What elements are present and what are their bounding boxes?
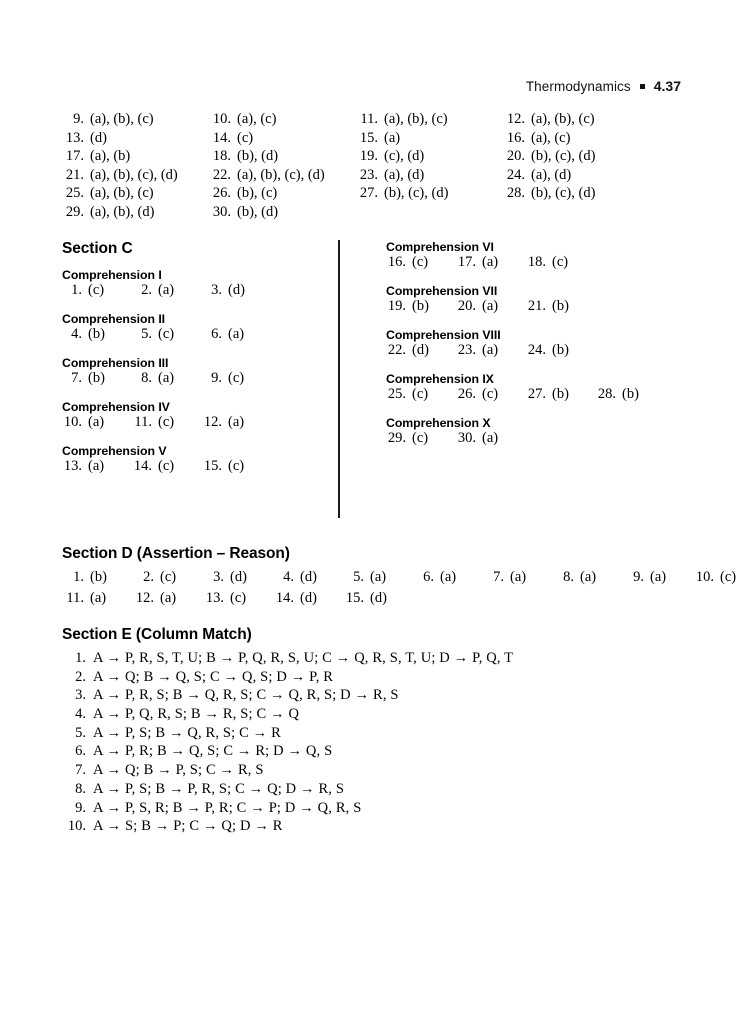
answer-row bbox=[62, 459, 322, 479]
answer-value: (b), (c), (d) bbox=[531, 185, 596, 202]
answer-value: (c) bbox=[160, 569, 177, 585]
answer-item bbox=[62, 149, 209, 164]
answer-item bbox=[62, 459, 132, 474]
match-row bbox=[62, 706, 712, 725]
match-number: 7. bbox=[75, 762, 86, 779]
answer-value: (c) bbox=[552, 254, 569, 270]
answer-number: 11. bbox=[360, 111, 378, 127]
answer-item bbox=[132, 415, 202, 430]
answer-item bbox=[526, 387, 596, 402]
answer-number: 4. bbox=[71, 326, 82, 342]
answer-value: (b), (d) bbox=[237, 203, 279, 220]
answer-item bbox=[132, 327, 202, 342]
section-c-right-column bbox=[386, 240, 686, 460]
answer-item bbox=[526, 299, 596, 314]
comprehension-heading: Comprehension VIII bbox=[386, 328, 501, 342]
answer-row bbox=[386, 431, 686, 451]
match-row bbox=[62, 687, 712, 706]
answer-number: 11. bbox=[66, 589, 84, 606]
answer-number: 17. bbox=[65, 148, 84, 165]
answer-value: (a), (b), (c), (d) bbox=[237, 166, 325, 183]
answer-value: (b) bbox=[552, 386, 569, 402]
answer-value: (a) bbox=[580, 569, 597, 585]
answer-number: 13. bbox=[65, 129, 84, 146]
answer-number: 23. bbox=[359, 166, 378, 183]
section-e-heading: Section E (Column Match) bbox=[62, 626, 252, 643]
match-number: 9. bbox=[75, 799, 86, 816]
answer-number: 26. bbox=[212, 185, 231, 202]
answer-number: 3. bbox=[213, 569, 224, 585]
answer-item bbox=[386, 431, 456, 446]
match-row bbox=[62, 669, 712, 688]
answer-number: 15. bbox=[345, 589, 364, 606]
answer-value: (c) bbox=[158, 458, 175, 474]
section-c-left-column bbox=[62, 268, 322, 488]
match-text: A → P, R, S; B → Q, R, S; C → Q, R, S; D → R, S bbox=[93, 687, 399, 704]
answer-item bbox=[503, 149, 650, 164]
comprehension-heading: Comprehension X bbox=[386, 416, 491, 430]
comprehension-heading: Comprehension IX bbox=[386, 372, 494, 386]
answer-value: (d) bbox=[230, 569, 247, 585]
answer-value: (d) bbox=[412, 342, 429, 358]
answer-value: (d) bbox=[90, 129, 107, 146]
answer-item bbox=[62, 591, 132, 606]
answer-item bbox=[503, 186, 650, 201]
answer-item bbox=[209, 168, 356, 183]
match-number: 1. bbox=[75, 650, 86, 666]
answer-item bbox=[209, 205, 356, 220]
answer-row bbox=[62, 327, 322, 347]
answer-value: (c) bbox=[158, 414, 175, 430]
answer-number: 28. bbox=[506, 185, 525, 202]
answer-item bbox=[412, 570, 482, 585]
chapter-title: Thermodynamics bbox=[525, 78, 631, 94]
match-number: 5. bbox=[75, 724, 86, 741]
answer-item bbox=[342, 570, 412, 585]
answer-value: (b) bbox=[552, 342, 569, 358]
answer-number: 20. bbox=[506, 148, 525, 165]
match-text: A → P, S; B → Q, R, S; C → R bbox=[93, 724, 281, 741]
answer-item bbox=[456, 299, 526, 314]
comprehension-heading: Comprehension IV bbox=[62, 400, 170, 414]
answer-value: (c) bbox=[228, 458, 245, 474]
answer-item bbox=[132, 570, 202, 585]
comprehension-heading: Comprehension V bbox=[62, 444, 167, 458]
answer-value: (a) bbox=[90, 589, 107, 606]
match-text: A → Q; B → Q, S; C → Q, S; D → P, R bbox=[93, 668, 334, 685]
answer-number: 10. bbox=[212, 111, 231, 127]
match-row bbox=[62, 743, 712, 762]
answer-item bbox=[596, 387, 666, 402]
answer-number: 29. bbox=[65, 203, 84, 220]
answer-value: (a) bbox=[158, 370, 175, 386]
answer-row bbox=[62, 415, 322, 435]
answer-item bbox=[202, 570, 272, 585]
answer-item bbox=[342, 591, 412, 606]
answer-number: 30. bbox=[457, 430, 476, 446]
comprehension-group bbox=[386, 240, 686, 275]
answer-value: (a), (b), (c), (d) bbox=[90, 166, 178, 183]
answer-number: 8. bbox=[141, 370, 152, 386]
answer-value: (a), (b), (c) bbox=[90, 111, 154, 127]
answer-value: (b) bbox=[552, 298, 569, 314]
match-row bbox=[62, 800, 712, 819]
answer-value: (a) bbox=[384, 129, 401, 146]
answer-row bbox=[62, 112, 687, 131]
match-number: 8. bbox=[75, 780, 86, 797]
page-number: 4.37 bbox=[653, 78, 681, 94]
answer-number: 16. bbox=[506, 129, 525, 146]
match-text: A → P, R; B → Q, S; C → R; D → Q, S bbox=[93, 743, 333, 760]
answer-value: (b), (c), (d) bbox=[531, 148, 596, 165]
match-row bbox=[62, 781, 712, 800]
answer-number: 18. bbox=[212, 148, 231, 165]
answer-value: (a), (b) bbox=[90, 148, 131, 165]
answer-number: 13. bbox=[63, 458, 82, 474]
answer-value: (a), (b), (c) bbox=[90, 185, 154, 202]
answer-item bbox=[272, 570, 342, 585]
comprehension-heading: Comprehension VI bbox=[386, 240, 494, 254]
answer-value: (c) bbox=[412, 254, 429, 270]
match-row bbox=[62, 762, 712, 781]
answer-number: 26. bbox=[457, 386, 476, 402]
match-text: A → P, Q, R, S; B → R, S; C → Q bbox=[93, 706, 300, 723]
answer-item bbox=[209, 131, 356, 146]
match-text: A → P, S; B → P, R, S; C → Q; D → R, S bbox=[93, 780, 345, 797]
answer-row bbox=[386, 387, 686, 407]
answer-value: (b) bbox=[90, 569, 107, 585]
match-text: A → P, R, S, T, U; B → P, Q, R, S, U; C → Q, R, S, T, U; D → P, Q, T bbox=[93, 650, 514, 666]
answer-row bbox=[386, 299, 686, 319]
answer-value: (c) bbox=[720, 569, 737, 585]
answer-value: (a) bbox=[482, 430, 499, 446]
answer-row bbox=[62, 569, 737, 591]
match-number: 4. bbox=[75, 706, 86, 723]
answer-value: (a), (b), (d) bbox=[90, 203, 155, 220]
answer-number: 9. bbox=[211, 370, 222, 386]
answer-item bbox=[209, 149, 356, 164]
answer-number: 28. bbox=[597, 386, 616, 402]
answer-item bbox=[356, 149, 503, 164]
answer-value: (c) bbox=[237, 129, 254, 146]
answer-number: 21. bbox=[65, 166, 84, 183]
answer-number: 17. bbox=[457, 254, 476, 270]
answer-value: (a) bbox=[228, 326, 245, 342]
answer-item bbox=[456, 255, 526, 270]
answer-number: 14. bbox=[212, 129, 231, 146]
answer-value: (a), (c) bbox=[531, 129, 571, 146]
comprehension-group bbox=[62, 268, 322, 303]
answer-item bbox=[62, 371, 132, 386]
answer-item bbox=[272, 591, 342, 606]
comprehension-heading: Comprehension II bbox=[62, 312, 166, 326]
answer-number: 2. bbox=[141, 282, 152, 298]
answer-number: 24. bbox=[506, 166, 525, 183]
answer-item bbox=[62, 327, 132, 342]
answer-item bbox=[552, 570, 622, 585]
answer-item bbox=[62, 131, 209, 146]
answer-number: 20. bbox=[457, 298, 476, 314]
match-row bbox=[62, 650, 712, 669]
square-bullet-icon bbox=[640, 84, 645, 89]
answer-number: 10. bbox=[63, 414, 82, 430]
answer-number: 12. bbox=[203, 414, 222, 430]
match-number: 3. bbox=[75, 687, 86, 704]
answer-value: (c) bbox=[412, 430, 429, 446]
answer-item bbox=[132, 459, 202, 474]
answer-number: 4. bbox=[283, 569, 294, 585]
answer-item bbox=[202, 327, 272, 342]
answer-value: (c) bbox=[230, 589, 247, 606]
answer-number: 30. bbox=[212, 203, 231, 220]
answer-item bbox=[503, 112, 650, 127]
answer-value: (a) bbox=[228, 414, 245, 430]
answer-value: (a) bbox=[88, 458, 105, 474]
comprehension-group bbox=[386, 416, 686, 451]
answer-number: 18. bbox=[527, 254, 546, 270]
answer-value: (c) bbox=[228, 370, 245, 386]
answer-value: (c) bbox=[88, 282, 105, 298]
match-text: A → P, S, R; B → P, R; C → P; D → Q, R, S bbox=[93, 799, 362, 816]
answer-value: (a), (b), (c) bbox=[384, 111, 448, 127]
answer-number: 15. bbox=[359, 129, 378, 146]
answer-value: (a) bbox=[482, 298, 499, 314]
answer-number: 9. bbox=[73, 111, 84, 127]
answer-value: (b) bbox=[622, 386, 639, 402]
section-d-answers bbox=[62, 569, 737, 611]
answer-value: (c) bbox=[158, 326, 175, 342]
answer-item bbox=[386, 343, 456, 358]
answer-number: 22. bbox=[212, 166, 231, 183]
answer-number: 27. bbox=[527, 386, 546, 402]
column-divider bbox=[338, 240, 340, 518]
answer-number: 24. bbox=[527, 342, 546, 358]
comprehension-group bbox=[386, 372, 686, 407]
answer-value: (a), (d) bbox=[384, 166, 425, 183]
answer-item bbox=[386, 299, 456, 314]
section-d-heading: Section D (Assertion – Reason) bbox=[62, 545, 290, 562]
match-row bbox=[62, 818, 712, 837]
answer-value: (a) bbox=[88, 414, 105, 430]
answer-value: (d) bbox=[300, 589, 317, 606]
answer-value: (a) bbox=[158, 282, 175, 298]
answer-number: 25. bbox=[65, 185, 84, 202]
comprehension-group bbox=[62, 312, 322, 347]
answer-value: (a) bbox=[440, 569, 457, 585]
answer-item bbox=[456, 343, 526, 358]
answer-row bbox=[62, 591, 692, 612]
comprehension-heading: Comprehension VII bbox=[386, 284, 498, 298]
answer-number: 8. bbox=[563, 569, 574, 585]
answer-number: 25. bbox=[387, 386, 406, 402]
answer-item bbox=[356, 186, 503, 201]
answer-number: 2. bbox=[143, 569, 154, 585]
comprehension-group bbox=[62, 356, 322, 391]
answer-row bbox=[62, 186, 687, 205]
comprehension-group bbox=[62, 444, 322, 479]
answer-item bbox=[62, 168, 209, 183]
answer-value: (a) bbox=[650, 569, 667, 585]
answer-value: (b) bbox=[412, 298, 429, 314]
answer-number: 13. bbox=[205, 589, 224, 606]
match-number: 2. bbox=[75, 668, 86, 685]
answer-value: (a), (b), (c) bbox=[531, 111, 595, 127]
answer-number: 6. bbox=[423, 569, 434, 585]
answer-value: (d) bbox=[228, 282, 245, 298]
answer-row bbox=[386, 255, 686, 275]
answer-value: (c) bbox=[482, 386, 499, 402]
match-text: A → S; B → P; C → Q; D → R bbox=[93, 818, 283, 835]
answer-value: (a) bbox=[482, 254, 499, 270]
answer-item bbox=[132, 283, 202, 298]
answer-item bbox=[62, 112, 209, 127]
answer-item bbox=[202, 415, 272, 430]
answer-item bbox=[356, 131, 503, 146]
answer-number: 11. bbox=[134, 414, 152, 430]
answer-number: 9. bbox=[633, 569, 644, 585]
answer-row bbox=[62, 168, 687, 187]
answer-number: 23. bbox=[457, 342, 476, 358]
answer-item bbox=[209, 112, 356, 127]
answer-number: 5. bbox=[353, 569, 364, 585]
answer-item bbox=[386, 255, 456, 270]
answer-number: 1. bbox=[71, 282, 82, 298]
answer-value: (a) bbox=[370, 569, 387, 585]
answer-value: (a) bbox=[160, 589, 177, 606]
answer-item bbox=[62, 570, 132, 585]
answer-number: 29. bbox=[387, 430, 406, 446]
answer-row bbox=[62, 205, 687, 224]
answer-item bbox=[62, 283, 132, 298]
answer-number: 7. bbox=[71, 370, 82, 386]
answer-item bbox=[456, 431, 526, 446]
section-e-answers bbox=[62, 650, 712, 837]
answer-row bbox=[62, 283, 322, 303]
answer-value: (b), (c), (d) bbox=[384, 185, 449, 202]
answer-item bbox=[202, 283, 272, 298]
section-c-heading: Section C bbox=[62, 240, 133, 257]
answer-number: 19. bbox=[387, 298, 406, 314]
answer-item bbox=[503, 168, 650, 183]
match-row bbox=[62, 725, 712, 744]
answer-value: (c) bbox=[412, 386, 429, 402]
answer-item bbox=[456, 387, 526, 402]
match-number: 10. bbox=[67, 818, 86, 835]
answer-value: (c), (d) bbox=[384, 148, 425, 165]
answer-value: (b) bbox=[88, 370, 105, 386]
answer-value: (b) bbox=[88, 326, 105, 342]
answer-number: 5. bbox=[141, 326, 152, 342]
answer-item bbox=[386, 387, 456, 402]
answer-value: (d) bbox=[300, 569, 317, 585]
running-header bbox=[526, 78, 681, 94]
top-answer-grid bbox=[62, 112, 687, 224]
answer-item bbox=[62, 205, 209, 220]
answer-item bbox=[132, 371, 202, 386]
answer-value: (a), (d) bbox=[531, 166, 572, 183]
answer-number: 7. bbox=[493, 569, 504, 585]
answer-value: (b), (d) bbox=[237, 148, 279, 165]
comprehension-heading: Comprehension I bbox=[62, 268, 162, 282]
answer-number: 14. bbox=[275, 589, 294, 606]
answer-value: (b), (c) bbox=[237, 185, 278, 202]
comprehension-group bbox=[386, 284, 686, 319]
answer-item bbox=[526, 343, 596, 358]
answer-number: 10. bbox=[695, 569, 714, 585]
answer-item bbox=[622, 570, 692, 585]
answer-value: (a) bbox=[510, 569, 527, 585]
answer-number: 12. bbox=[506, 111, 525, 127]
answer-row bbox=[62, 131, 687, 150]
answer-item bbox=[482, 570, 552, 585]
answer-number: 12. bbox=[135, 589, 154, 606]
answer-item bbox=[202, 459, 272, 474]
answer-number: 27. bbox=[359, 185, 378, 202]
answer-row bbox=[386, 343, 686, 363]
answer-row bbox=[62, 371, 322, 391]
answer-value: (a) bbox=[482, 342, 499, 358]
answer-number: 19. bbox=[359, 148, 378, 165]
answer-number: 21. bbox=[527, 298, 546, 314]
answer-item bbox=[356, 168, 503, 183]
answer-item bbox=[356, 112, 503, 127]
answer-number: 1. bbox=[73, 569, 84, 585]
answer-number: 15. bbox=[203, 458, 222, 474]
comprehension-group bbox=[62, 400, 322, 435]
answer-row bbox=[62, 149, 687, 168]
answer-number: 16. bbox=[387, 254, 406, 270]
answer-item bbox=[132, 591, 202, 606]
answer-item bbox=[209, 186, 356, 201]
comprehension-heading: Comprehension III bbox=[62, 356, 169, 370]
answer-item bbox=[62, 186, 209, 201]
answer-item bbox=[62, 415, 132, 430]
answer-item bbox=[692, 570, 739, 585]
answer-value: (a), (c) bbox=[237, 111, 277, 127]
answer-number: 14. bbox=[133, 458, 152, 474]
answer-item bbox=[526, 255, 596, 270]
match-text: A → Q; B → P, S; C → R, S bbox=[93, 762, 264, 779]
comprehension-group bbox=[386, 328, 686, 363]
answer-number: 22. bbox=[387, 342, 406, 358]
answer-item bbox=[202, 371, 272, 386]
answer-item bbox=[202, 591, 272, 606]
match-number: 6. bbox=[75, 743, 86, 760]
answer-item bbox=[503, 131, 650, 146]
answer-number: 6. bbox=[211, 326, 222, 342]
answer-value: (d) bbox=[370, 589, 387, 606]
answer-number: 3. bbox=[211, 282, 222, 298]
